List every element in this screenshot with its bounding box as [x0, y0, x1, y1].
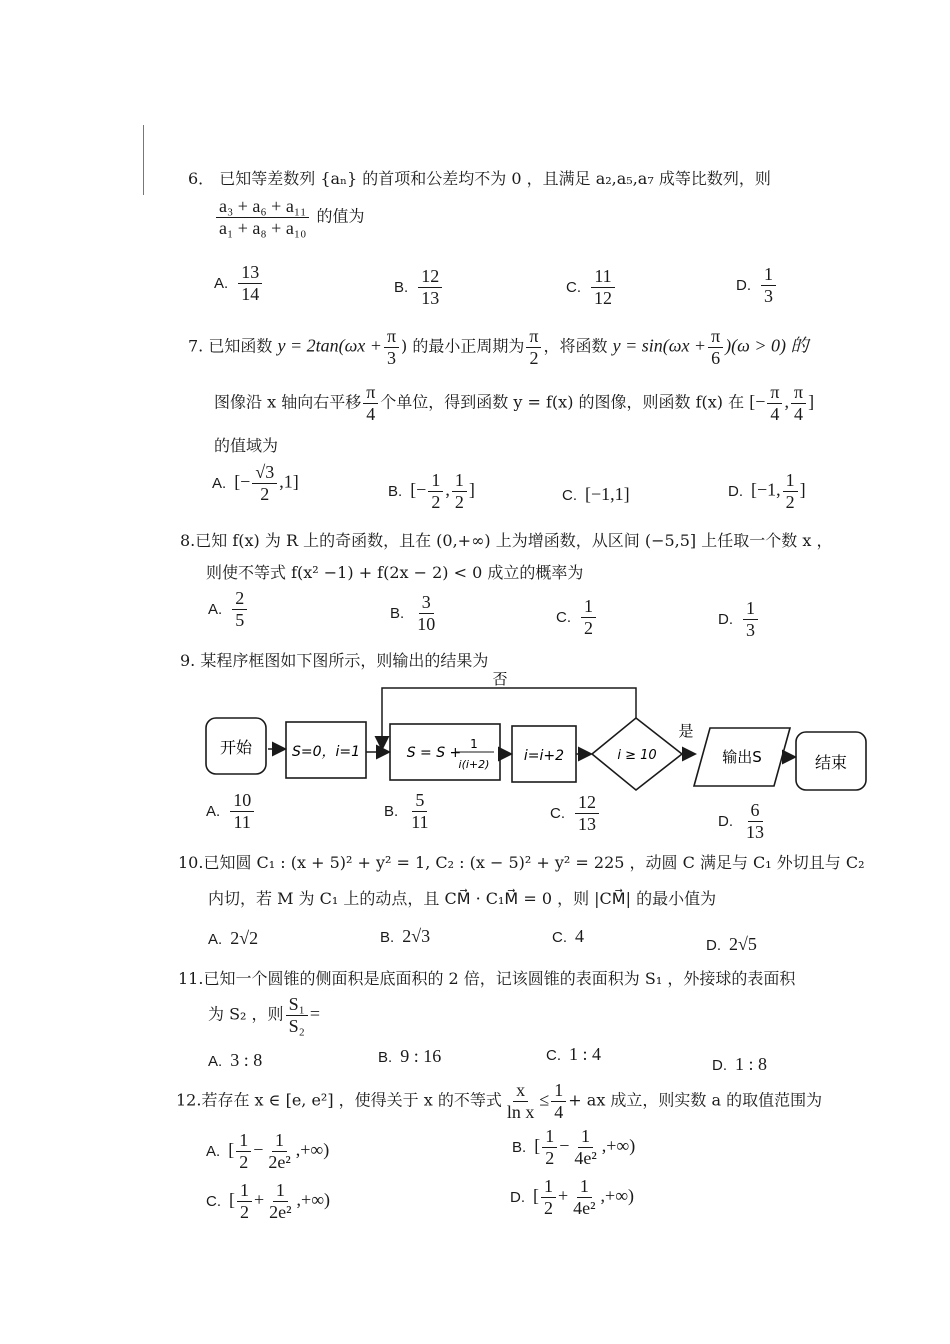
q8-option-d: D. $\frac{1}{3}$ [718, 598, 760, 640]
q6-option-c: C. $\frac{11}{12}$ [566, 266, 617, 308]
q11-line2: 为 S₂ ，则 $\frac{\text{S₁}}{\text{S₂}}$ = [208, 994, 321, 1036]
q12-option-d: D. [ $\frac{1}{2}$ + $\frac{1}{\text{4e²}}$ ,+∞) [510, 1176, 635, 1218]
q12-option-b: B. [ $\frac{1}{2}$ − $\frac{1}{\text{4e²}}$ ,+∞) [512, 1126, 636, 1168]
q6-expression: $\frac{\text{a₃ + a₆ + a₁₁}}{\text{a₁ + a₈ + a₁₀}}$ 的值为 [214, 196, 364, 238]
flow-start-label: 开始 [219, 738, 253, 757]
q6-option-b: B. $\frac{12}{13}$ [394, 266, 444, 308]
q7-line1: 7. 已知函数 y = 2tan(ωx + $\frac{\pi}{3}$ ) 的最小正周期为 $\frac{\pi}{2}$ ，将函数 y = sin(ωx + $\frac{\pi}{6}$ )(ω > 0) 的 [188, 326, 809, 368]
flow-condition-label: i ≥ 10 [617, 748, 657, 763]
q10-option-a: A. 2√2 [208, 928, 259, 948]
q9-option-c: C. $\frac{12}{13}$ [550, 792, 601, 834]
q10-option-b: B. 2√3 [380, 926, 431, 946]
q11-option-b: B. 9 : 16 [378, 1046, 442, 1066]
q12-option-c: C. [ $\frac{1}{2}$ + $\frac{1}{\text{2e²}}$ ,+∞) [206, 1180, 331, 1222]
q12-line1: 12.若存在 x ∈ [e, e²] ，使得关于 x 的不等式 $\frac{x}{\text{ln x}}$ ≤ $\frac{1}{4}$ + ax 成立，则实数 a 的取值范围为 [176, 1080, 823, 1122]
flow-update-den: i(i+2) [458, 758, 490, 771]
q7-line2: 图像沿 x 轴向右平移 $\frac{\pi}{4}$ 个单位，得到函数 y = f(x) 的图像，则函数 f(x) 在 [− $\frac{\pi}{4}$ , $\frac{\pi}{4}$ ] [214, 382, 815, 424]
q10-option-d: D. 2√5 [706, 934, 757, 954]
flowchart [196, 672, 876, 802]
q9-line1: 9. 某程序框图如下图所示，则输出的结果为 [180, 651, 489, 670]
flow-no-loop [382, 688, 636, 748]
q6-number: 6． [188, 169, 215, 188]
q11-option-c: C. 1 : 4 [546, 1044, 602, 1064]
q8-option-c: C. $\frac{1}{2}$ [556, 596, 598, 638]
q11-line1: 11.已知一个圆锥的侧面积是底面积的 2 倍，记该圆锥的表面积为 S₁ ，外接球的表面积 [178, 969, 796, 988]
q7-option-b: B. [− $\frac{1}{2}$ , $\frac{1}{2}$ ] [388, 470, 475, 512]
q6-option-a: A. $\frac{13}{14}$ [214, 262, 264, 304]
q10-line2: 内切，若 M 为 C₁ 上的动点，且 CM⃗ · C₁M⃗ = 0 ，则 |CM⃗| 的最小值为 [208, 889, 717, 908]
flow-end-label: 结束 [814, 753, 848, 772]
q6-option-d: D. $\frac{1}{3}$ [736, 264, 778, 306]
q7-option-d: D. [−1, $\frac{1}{2}$ ] [728, 470, 806, 512]
q11-option-d: D. 1 : 8 [712, 1054, 768, 1074]
q9-option-d: D. $\frac{6}{13}$ [718, 800, 764, 842]
flow-output-label: 输出S [722, 748, 762, 766]
flow-init-label: S=0，i=1 [291, 744, 361, 760]
q7-option-a: A. [− $\frac{√3}{2}$ ,1] [212, 462, 299, 504]
q9-option-a: A. $\frac{10}{11}$ [206, 790, 256, 832]
binding-line [143, 125, 144, 195]
q10-option-c: C. 4 [552, 926, 584, 946]
flow-update-num: 1 [470, 737, 478, 751]
flow-no-label: 否 [492, 672, 508, 688]
q6-line1: 6． 已知等差数列 {aₙ} 的首项和公差均不为 0 ，且满足 a₂,a₅,a₇ 成等比数列，则 [188, 169, 771, 188]
q10-line1: 10.已知圆 C₁ : (x + 5)² + y² = 1, C₂ : (x − 5)² + y² = 225 ，动圆 C 满足与 C₁ 外切且与 C₂ [178, 853, 865, 872]
q8-line1: 8.已知 f(x) 为 R 上的奇函数，且在 (0,+∞) 上为增函数，从区间 (−5,5] 上任取一个数 x ， [180, 531, 833, 550]
flow-yes-label: 是 [678, 722, 694, 740]
q6-fraction: $\frac{\text{a₃ + a₆ + a₁₁}}{\text{a₁ + a₈ + a₁₀}}$ [216, 196, 309, 238]
q11-option-a: A. 3 : 8 [208, 1050, 263, 1070]
flow-increment-label: i=i+2 [523, 748, 565, 764]
q8-option-b: B. $\frac{3}{10}$ [390, 592, 436, 634]
q7-line3: 的值域为 [214, 436, 279, 455]
flow-update-label: S = S + [406, 745, 462, 761]
q12-option-a: A. [ $\frac{1}{2}$ − $\frac{1}{\text{2e²}}$ ,+∞) [206, 1130, 330, 1172]
q9-option-b: B. $\frac{5}{11}$ [384, 790, 429, 832]
q8-option-a: A. $\frac{2}{5}$ [208, 588, 249, 630]
q8-line2: 则使不等式 f(x² −1) + f(2x − 2) < 0 成立的概率为 [206, 563, 584, 582]
q7-option-c: C. [−1,1] [562, 484, 630, 504]
